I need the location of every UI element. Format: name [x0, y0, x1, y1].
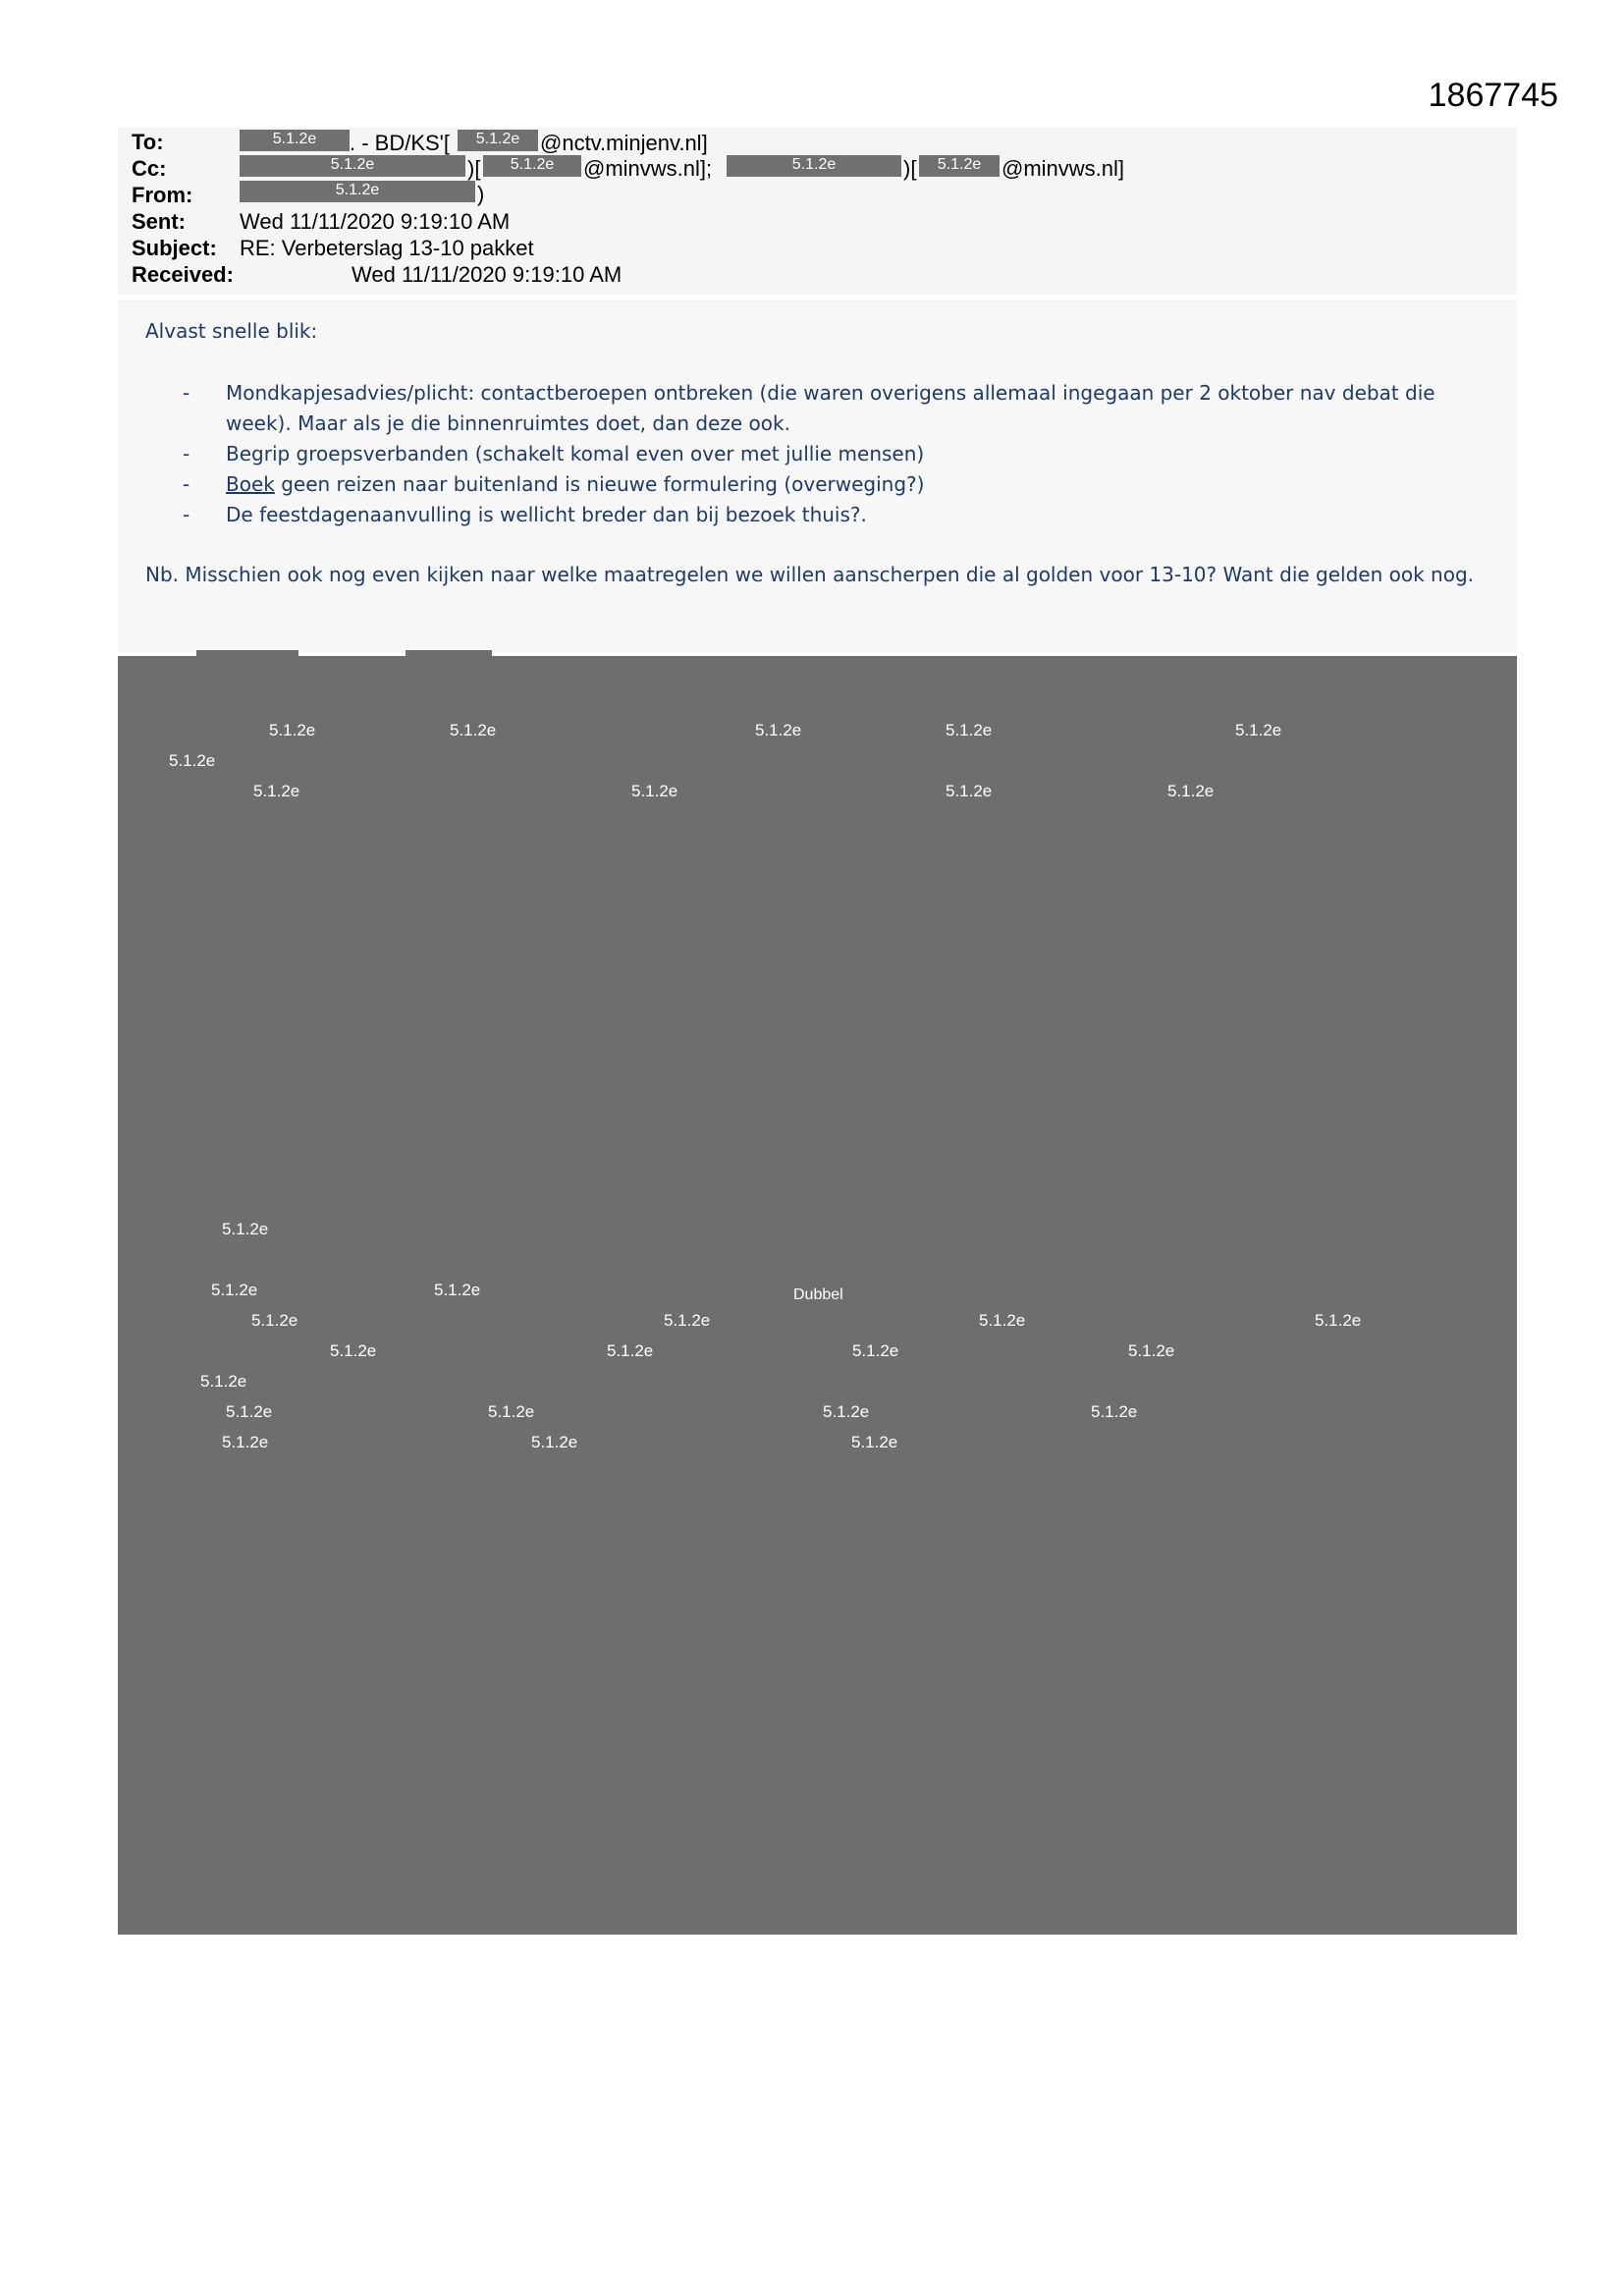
redaction-label: 5.1.2e — [169, 751, 216, 770]
cc-address-domain: @minvws.nl]; — [583, 156, 713, 181]
redaction-box: 5.1.2e — [240, 181, 475, 202]
subject-label: Subject: — [132, 236, 217, 260]
sent-label: Sent: — [132, 209, 186, 234]
redaction-box: 5.1.2e — [240, 130, 350, 151]
redacted-block — [118, 656, 1517, 1935]
redaction-box: 5.1.2e — [727, 155, 901, 177]
redaction-label: 5.1.2e — [226, 1402, 273, 1421]
redaction-label: 5.1.2e — [1128, 1341, 1175, 1360]
list-item — [183, 439, 1498, 469]
redaction-label: 5.1.2e — [222, 1220, 269, 1238]
redaction-label: 5.1.2e — [1167, 782, 1215, 800]
to-label: To: — [132, 130, 164, 154]
bullet-text: Mondkapjesadvies/plicht: contactberoepen ontbreken (die waren overigens allemaal ingegaan per 2 oktober nav debat die week). Maar als je die binnenruimtes doet, dan deze ook. — [226, 381, 1435, 435]
redaction-label: 5.1.2e — [1235, 721, 1282, 739]
list-item — [183, 500, 1498, 530]
redaction-box: 5.1.2e — [240, 155, 465, 177]
from-text-part: ) — [477, 182, 485, 206]
redaction-label: 5.1.2e — [253, 782, 300, 800]
redaction-label: 5.1.2e — [823, 1402, 870, 1421]
redaction-label: 5.1.2e — [607, 1341, 654, 1360]
redaction-label: 5.1.2e — [450, 721, 497, 739]
redaction-label: 5.1.2e — [488, 1402, 535, 1421]
dubbel-label: Dubbel — [793, 1286, 843, 1303]
redaction-label: 5.1.2e — [531, 1433, 578, 1451]
nb-paragraph: Nb. Misschien ook nog even kijken naar welke maatregelen we willen aanscherpen die al golden voor 13-10? Want die gelden ook nog. — [145, 563, 1474, 586]
redaction-label: 5.1.2e — [1091, 1402, 1138, 1421]
email-header — [118, 128, 1517, 295]
redaction-label: 5.1.2e — [664, 1311, 711, 1330]
list-item — [183, 469, 1498, 500]
redaction-label: 5.1.2e — [434, 1281, 481, 1299]
bullet-text: De feestdagenaanvulling is wellicht breder dan bij bezoek thuis?. — [226, 503, 867, 526]
bullet-text: Begrip groepsverbanden (schakelt komal even over met jullie mensen) — [226, 442, 925, 465]
bullet-list — [183, 378, 1498, 530]
redaction-label: 5.1.2e — [946, 782, 993, 800]
redaction-label: 5.1.2e — [211, 1281, 258, 1299]
underlined-word: Boek — [226, 472, 275, 496]
redaction-label: 5.1.2e — [200, 1372, 247, 1391]
subject-value: RE: Verbeterslag 13-10 pakket — [240, 236, 534, 260]
redaction-box: 5.1.2e — [483, 155, 581, 177]
cc-label: Cc: — [132, 156, 167, 181]
cc-text-part: )[ — [903, 156, 917, 181]
redaction-label: 5.1.2e — [852, 1341, 899, 1360]
cc-address-domain: @minvws.nl] — [1001, 156, 1125, 181]
from-label: From: — [132, 183, 193, 207]
to-text-part: . - BD/KS'[ — [350, 131, 450, 155]
redaction-label: 5.1.2e — [946, 721, 993, 739]
redaction-label: 5.1.2e — [851, 1433, 898, 1451]
document-id: 1867745 — [1428, 77, 1558, 114]
received-label: Received: — [132, 262, 234, 287]
redaction-label: 5.1.2e — [631, 782, 678, 800]
to-address-domain: @nctv.minjenv.nl] — [540, 131, 708, 155]
redaction-label: 5.1.2e — [979, 1311, 1026, 1330]
redaction-label: 5.1.2e — [1315, 1311, 1362, 1330]
cc-text-part: )[ — [467, 156, 481, 181]
redaction-label: 5.1.2e — [222, 1433, 269, 1451]
list-item — [183, 378, 1498, 439]
redaction-box: 5.1.2e — [919, 155, 1000, 177]
redaction-label: 5.1.2e — [251, 1311, 298, 1330]
redaction-label: 5.1.2e — [330, 1341, 377, 1360]
sent-value: Wed 11/11/2020 9:19:10 AM — [240, 209, 511, 234]
redaction-box: 5.1.2e — [458, 130, 538, 151]
received-value: Wed 11/11/2020 9:19:10 AM — [352, 262, 623, 287]
greeting: Alvast snelle blik: — [145, 319, 318, 343]
email-body — [118, 300, 1517, 653]
redaction-label: 5.1.2e — [269, 721, 316, 739]
bullet-text: geen reizen naar buitenland is nieuwe formulering (overweging?) — [274, 472, 925, 496]
redaction-label: 5.1.2e — [755, 721, 802, 739]
